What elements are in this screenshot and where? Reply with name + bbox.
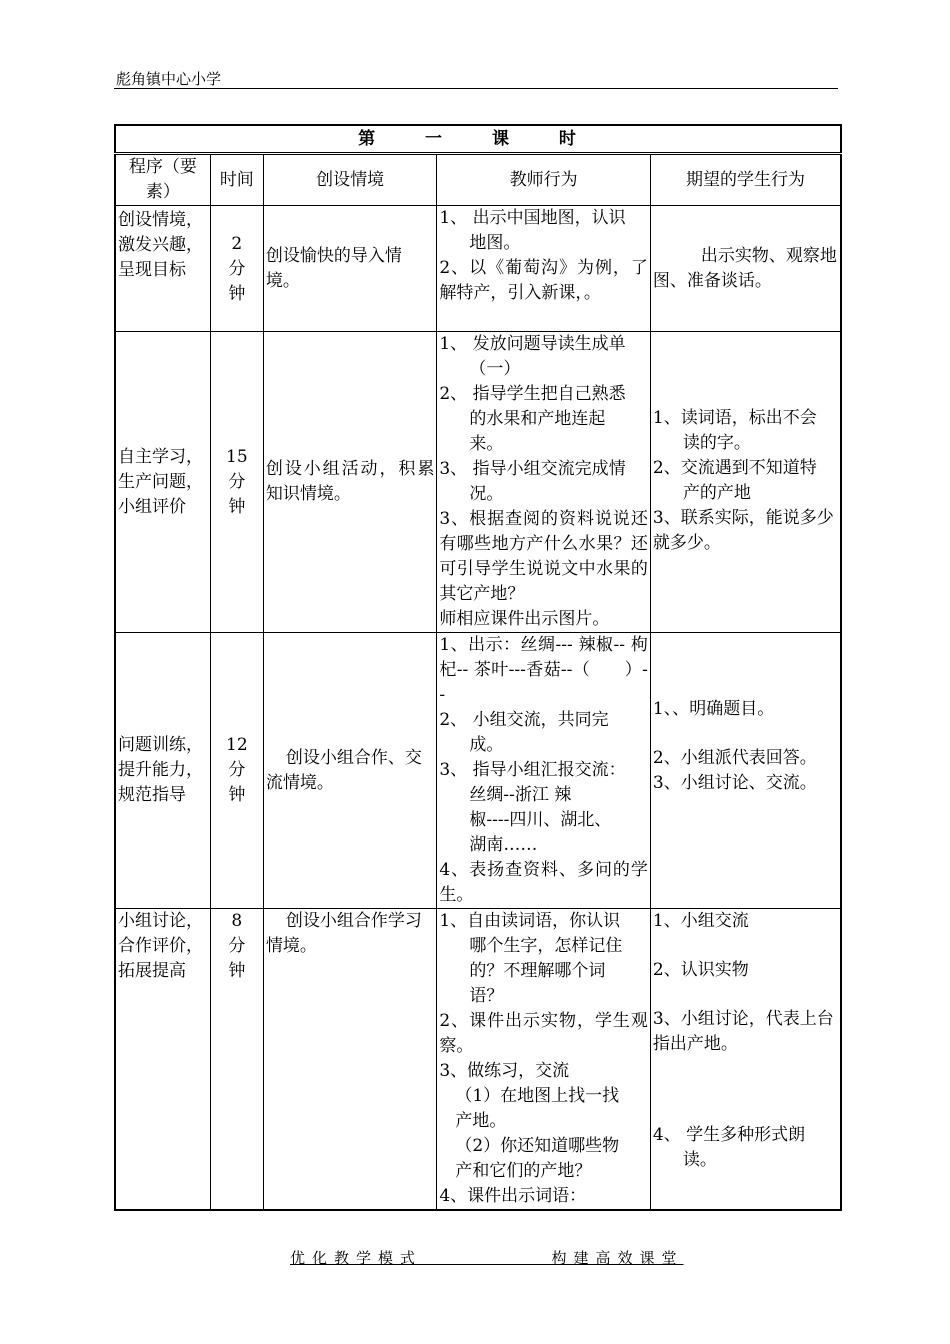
student-cell <box>650 332 841 633</box>
teacher-line: 3、 指导小组汇报交流： <box>439 760 626 780</box>
table-row <box>115 332 841 633</box>
time-value: 12 <box>226 735 248 755</box>
teacher-line: 2、以《葡萄沟》为例，了解特产，引入新课，。 <box>439 258 648 303</box>
table-row <box>115 633 841 909</box>
time-unit: 钟 <box>228 284 246 304</box>
teacher-line: 1、自由读词语，你认识 <box>439 911 621 931</box>
column-header: 创设情境 <box>263 154 436 206</box>
procedure-text: 创设情境，激发兴趣，呈现目标 <box>118 210 203 280</box>
teacher-line: 来。 <box>469 434 504 454</box>
footer-slogan-right: 构建高效课堂 <box>551 1249 684 1267</box>
time-value: 2 <box>231 234 243 254</box>
teacher-line: 2、课件出示实物，学生观察。 <box>439 1011 648 1056</box>
table-header-row <box>115 154 841 206</box>
teacher-line: 哪个生字，怎样记住 <box>469 936 623 956</box>
time-cell <box>210 206 263 332</box>
student-line: 2、交流遇到不知道特 <box>652 458 817 478</box>
column-header: 教师行为 <box>437 154 651 206</box>
time-unit: 钟 <box>228 961 246 981</box>
student-line: 3、小组讨论，代表上台指出产地。 <box>652 1009 834 1054</box>
procedure-cell <box>115 332 210 633</box>
procedure-cell <box>115 909 210 1211</box>
teacher-line: 1、 发放问题导读生成单 <box>439 334 626 354</box>
student-line: 2、小组派代表回答。 <box>652 748 817 768</box>
page-footer <box>290 1247 683 1268</box>
teacher-line: 4、表扬查资料、多问的学生。 <box>439 860 648 905</box>
teacher-line: 产和它们的产地？ <box>455 1161 592 1181</box>
time-unit: 钟 <box>228 785 246 805</box>
student-cell <box>650 633 841 909</box>
header-divider <box>114 88 838 89</box>
student-cell <box>650 909 841 1211</box>
situation-cell <box>263 206 436 332</box>
teacher-line: 3、根据查阅的资料说说还有哪些地方产什么水果？还可引导学生说说文中水果的其它产地？ <box>439 509 648 604</box>
column-header: 时间 <box>210 154 263 206</box>
situation-text: 创设小组活动，积累知识情境。 <box>265 459 435 504</box>
student-line: 读。 <box>682 1150 717 1170</box>
teacher-line: （2）你还知道哪些物 <box>455 1136 620 1156</box>
teacher-line: 况。 <box>469 484 504 504</box>
student-line: 4、 学生多种形式朗 <box>652 1125 806 1145</box>
time-unit: 分 <box>228 471 246 492</box>
lesson-plan-table <box>114 124 842 1211</box>
situation-text: 创设小组合作学习情境。 <box>265 911 422 956</box>
table-row <box>115 206 841 332</box>
time-cell <box>210 909 263 1211</box>
teacher-line: 地图。 <box>469 233 521 253</box>
teacher-line: 湖南…… <box>469 835 538 855</box>
time-value: 8 <box>231 911 243 931</box>
time-unit: 分 <box>228 760 246 780</box>
procedure-cell <box>115 206 210 332</box>
student-line: 2、认识实物 <box>652 960 749 980</box>
student-line: 出示实物、观察地图、准备谈话。 <box>652 245 837 291</box>
situation-cell <box>263 909 436 1211</box>
procedure-text: 问题训练，提升能力，规范指导 <box>118 735 203 805</box>
procedure-text: 自主学习，生产问题，小组评价 <box>118 446 203 517</box>
table-row <box>115 909 841 1211</box>
teacher-line: 的水果和产地连起 <box>469 409 606 429</box>
school-name: 彪角镇中心小学 <box>116 70 222 88</box>
student-line: 3、小组讨论、交流。 <box>652 773 817 793</box>
student-cell <box>650 206 841 332</box>
teacher-line: （1）在地图上找一找 <box>455 1086 620 1106</box>
student-line: 1、读词语，标出不会 <box>652 408 817 428</box>
column-header: 程序（要素） <box>115 154 210 206</box>
teacher-line: 1、 出示中国地图，认识 <box>439 208 626 228</box>
time-unit: 钟 <box>228 496 246 517</box>
footer-slogan-left: 优化教学模式 <box>290 1249 423 1267</box>
time-cell <box>210 332 263 633</box>
teacher-line: 1、出示：丝绸--- 辣椒-- 枸杞-- 茶叶---香菇--（ ）-- <box>439 635 648 705</box>
time-unit: 分 <box>228 936 246 956</box>
procedure-cell <box>115 633 210 909</box>
teacher-cell <box>437 909 651 1211</box>
teacher-line: 4、课件出示词语： <box>439 1186 587 1206</box>
teacher-line: 2、 小组交流，共同完 <box>439 710 609 730</box>
teacher-line: 师相应课件出示图片。 <box>439 609 610 629</box>
teacher-line: 成。 <box>469 735 504 755</box>
situation-cell <box>263 332 436 633</box>
student-line: 1、小组交流 <box>652 911 749 931</box>
student-line: 读的字。 <box>682 433 751 453</box>
time-cell <box>210 633 263 909</box>
teacher-line: 语？ <box>469 986 504 1006</box>
teacher-line: 3、 指导小组交流完成情 <box>439 459 626 479</box>
teacher-line: 3、做练习，交流 <box>439 1061 570 1081</box>
teacher-line: 椒----四川、湖北、 <box>469 810 612 830</box>
teacher-cell <box>437 633 651 909</box>
student-line: 1、、明确题目。 <box>652 699 775 719</box>
teacher-line: （一） <box>469 359 521 379</box>
teacher-line: 2、 指导学生把自己熟悉 <box>439 384 626 404</box>
teacher-cell <box>437 206 651 332</box>
procedure-text: 小组讨论，合作评价，拓展提高 <box>118 911 203 981</box>
time-unit: 分 <box>228 259 246 279</box>
student-line: 3、联系实际，能说多少就多少。 <box>652 508 834 553</box>
teacher-cell <box>437 332 651 633</box>
teacher-line: 产地。 <box>455 1111 507 1131</box>
table-title: 第 一 课 时 <box>115 125 841 154</box>
situation-cell <box>263 633 436 909</box>
teacher-line: 丝绸--浙江 辣 <box>469 785 572 805</box>
situation-text: 创设愉快的导入情境。 <box>265 246 402 291</box>
teacher-line: 的？不理解哪个词 <box>469 961 606 981</box>
time-value: 15 <box>226 446 248 467</box>
student-line: 产的产地 <box>682 483 751 503</box>
situation-text: 创设小组合作、交流情境。 <box>265 747 422 793</box>
column-header: 期望的学生行为 <box>650 154 841 206</box>
